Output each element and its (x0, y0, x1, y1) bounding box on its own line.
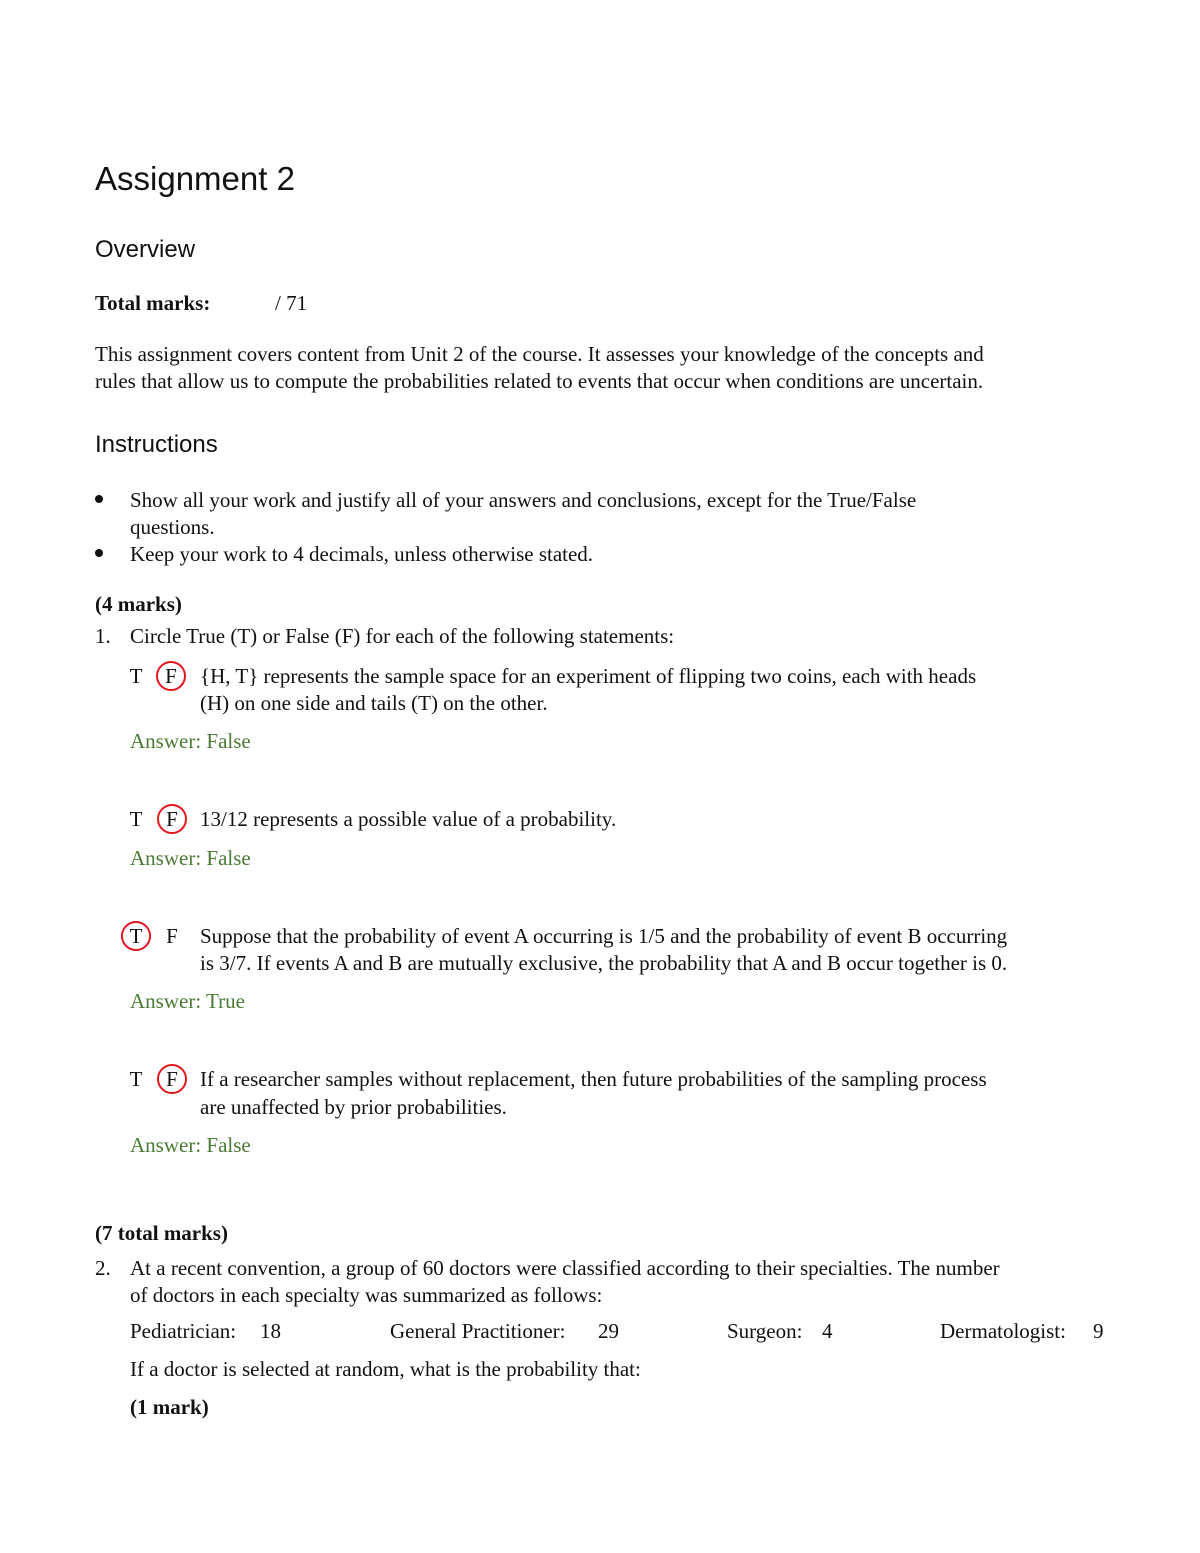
answer-text: Answer: False (130, 1133, 251, 1157)
statement-line: (H) on one side and tails (T) on the other. (200, 691, 548, 715)
bullet-icon (95, 495, 103, 503)
selection-circle (157, 1064, 187, 1094)
page-title: Assignment 2 (95, 160, 295, 197)
instruction-item-line: questions. (130, 515, 215, 539)
q2-number: 2. (95, 1256, 111, 1280)
q1-number: 1. (95, 624, 111, 648)
specialty-label: Surgeon: (727, 1319, 803, 1343)
selection-circle (157, 804, 187, 834)
overview-text-line: This assignment covers content from Unit 2 of the course. It assesses your knowledge of the concepts and (95, 342, 984, 366)
answer-text: Answer: True (130, 989, 245, 1013)
total-marks-value: / 71 (275, 291, 308, 315)
true-option[interactable]: T (129, 924, 143, 948)
instructions-heading: Instructions (95, 431, 218, 458)
specialty-label: Pediatrician: (130, 1319, 237, 1343)
statement-line: If a researcher samples without replacement, then future probabilities of the sampling process (200, 1067, 987, 1091)
statement-line: Suppose that the probability of event A occurring is 1/5 and the probability of event B occurring (200, 924, 1008, 948)
instruction-item-line: Show all your work and justify all of your answers and conclusions, except for the True/False (130, 488, 917, 512)
true-option[interactable]: T (129, 1067, 143, 1091)
false-option[interactable]: F (166, 1067, 178, 1091)
answer-text: Answer: False (130, 729, 251, 753)
q2-sub-marks: (1 mark) (130, 1395, 209, 1419)
true-option[interactable]: T (129, 807, 143, 831)
overview-text-line: rules that allow us to compute the probabilities related to events that occur when conditions are uncertain. (95, 369, 984, 393)
specialty-value: 18 (260, 1319, 281, 1343)
false-option[interactable]: F (166, 924, 178, 948)
q1-marks: (4 marks) (95, 592, 182, 616)
total-marks-label: Total marks: (95, 291, 211, 315)
specialty-value: 4 (822, 1319, 833, 1343)
selection-circle (156, 661, 186, 691)
statement-line: {H, T} represents the sample space for an experiment of flipping two coins, each with heads (200, 664, 977, 688)
specialty-value: 29 (598, 1319, 619, 1343)
q2-prompt-line: At a recent convention, a group of 60 doctors were classified according to their specialties. The number (130, 1256, 1000, 1280)
q2-marks: (7 total marks) (95, 1221, 228, 1245)
selection-circle (121, 921, 151, 951)
overview-heading: Overview (95, 236, 196, 263)
statement-line: 13/12 represents a possible value of a probability. (200, 807, 617, 831)
specialty-value: 9 (1093, 1319, 1104, 1343)
true-option[interactable]: T (129, 664, 143, 688)
false-option[interactable]: F (165, 664, 177, 688)
q2-question: If a doctor is selected at random, what is the probability that: (130, 1357, 641, 1381)
specialty-label: General Practitioner: (390, 1319, 566, 1343)
q1-prompt: Circle True (T) or False (F) for each of the following statements: (130, 624, 675, 648)
statement-line: is 3/7. If events A and B are mutually exclusive, the probability that A and B occur together is 0. (200, 951, 1008, 975)
answer-text: Answer: False (130, 846, 251, 870)
bullet-icon (95, 549, 103, 557)
statement-line: are unaffected by prior probabilities. (200, 1095, 507, 1119)
instruction-item-line: Keep your work to 4 decimals, unless otherwise stated. (130, 542, 594, 566)
false-option[interactable]: F (166, 807, 178, 831)
specialty-label: Dermatologist: (940, 1319, 1066, 1343)
q2-prompt-line: of doctors in each specialty was summarized as follows: (130, 1283, 603, 1307)
